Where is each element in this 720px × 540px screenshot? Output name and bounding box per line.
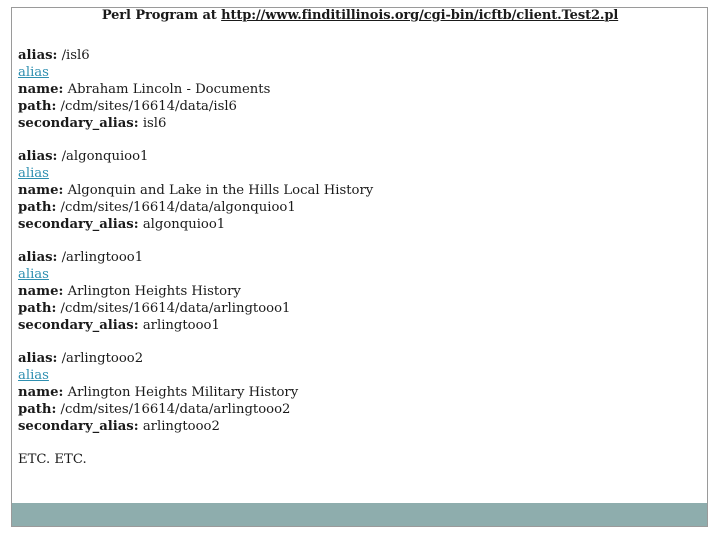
alias-value: /arlingtooo1 bbox=[61, 250, 144, 265]
secondary-alias-key: secondary_alias: bbox=[18, 419, 139, 434]
path-value: /cdm/sites/16614/data/isl6 bbox=[60, 99, 237, 114]
path-line bbox=[18, 199, 698, 216]
name-key: name: bbox=[18, 82, 64, 97]
page-header bbox=[0, 8, 720, 23]
record-item bbox=[18, 249, 698, 334]
alias-value: /isl6 bbox=[61, 48, 90, 63]
path-value: /cdm/sites/16614/data/arlingtooo2 bbox=[60, 402, 291, 417]
etc-text: ETC. ETC. bbox=[18, 452, 87, 467]
alias-link-line bbox=[18, 165, 698, 182]
alias-key: alias: bbox=[18, 149, 58, 164]
alias-link-line bbox=[18, 266, 698, 283]
name-value: Algonquin and Lake in the Hills Local History bbox=[67, 183, 374, 198]
name-line bbox=[18, 182, 698, 199]
name-value: Arlington Heights History bbox=[67, 284, 241, 299]
secondary-alias-value: algonquioo1 bbox=[142, 217, 226, 232]
path-key: path: bbox=[18, 200, 57, 215]
alias-link[interactable]: alias bbox=[18, 166, 49, 181]
footer-bar bbox=[12, 503, 707, 526]
name-key: name: bbox=[18, 284, 64, 299]
record-item bbox=[18, 47, 698, 132]
name-line bbox=[18, 283, 698, 300]
name-value: Abraham Lincoln - Documents bbox=[67, 82, 271, 97]
alias-link-line bbox=[18, 367, 698, 384]
alias-line bbox=[18, 47, 698, 64]
secondary-alias-line bbox=[18, 418, 698, 435]
name-key: name: bbox=[18, 385, 64, 400]
record-item bbox=[18, 350, 698, 435]
alias-link[interactable]: alias bbox=[18, 368, 49, 383]
secondary-alias-value: isl6 bbox=[142, 116, 167, 131]
secondary-alias-line bbox=[18, 216, 698, 233]
secondary-alias-key: secondary_alias: bbox=[18, 318, 139, 333]
alias-key: alias: bbox=[18, 48, 58, 63]
secondary-alias-key: secondary_alias: bbox=[18, 217, 139, 232]
header-url-link[interactable]: http://www.finditillinois.org/cgi-bin/icftb/client.Test2.pl bbox=[221, 8, 619, 23]
path-value: /cdm/sites/16614/data/arlingtooo1 bbox=[60, 301, 291, 316]
name-line bbox=[18, 81, 698, 98]
alias-link[interactable]: alias bbox=[18, 65, 49, 80]
alias-key: alias: bbox=[18, 351, 58, 366]
path-key: path: bbox=[18, 301, 57, 316]
path-line bbox=[18, 300, 698, 317]
path-key: path: bbox=[18, 402, 57, 417]
secondary-alias-value: arlingtooo2 bbox=[142, 419, 220, 434]
name-line bbox=[18, 384, 698, 401]
alias-value: /arlingtooo2 bbox=[61, 351, 144, 366]
secondary-alias-line bbox=[18, 115, 698, 132]
path-key: path: bbox=[18, 99, 57, 114]
alias-value: /algonquioo1 bbox=[61, 149, 149, 164]
secondary-alias-value: arlingtooo1 bbox=[142, 318, 220, 333]
path-line bbox=[18, 98, 698, 115]
path-value: /cdm/sites/16614/data/algonquioo1 bbox=[60, 200, 296, 215]
alias-line bbox=[18, 148, 698, 165]
alias-link-line bbox=[18, 64, 698, 81]
secondary-alias-key: secondary_alias: bbox=[18, 116, 139, 131]
alias-line bbox=[18, 350, 698, 367]
header-prefix: Perl Program at bbox=[101, 8, 222, 23]
records-list bbox=[18, 47, 698, 468]
name-value: Arlington Heights Military History bbox=[67, 385, 299, 400]
name-key: name: bbox=[18, 183, 64, 198]
alias-key: alias: bbox=[18, 250, 58, 265]
alias-link[interactable]: alias bbox=[18, 267, 49, 282]
path-line bbox=[18, 401, 698, 418]
alias-line bbox=[18, 249, 698, 266]
secondary-alias-line bbox=[18, 317, 698, 334]
record-item bbox=[18, 148, 698, 233]
